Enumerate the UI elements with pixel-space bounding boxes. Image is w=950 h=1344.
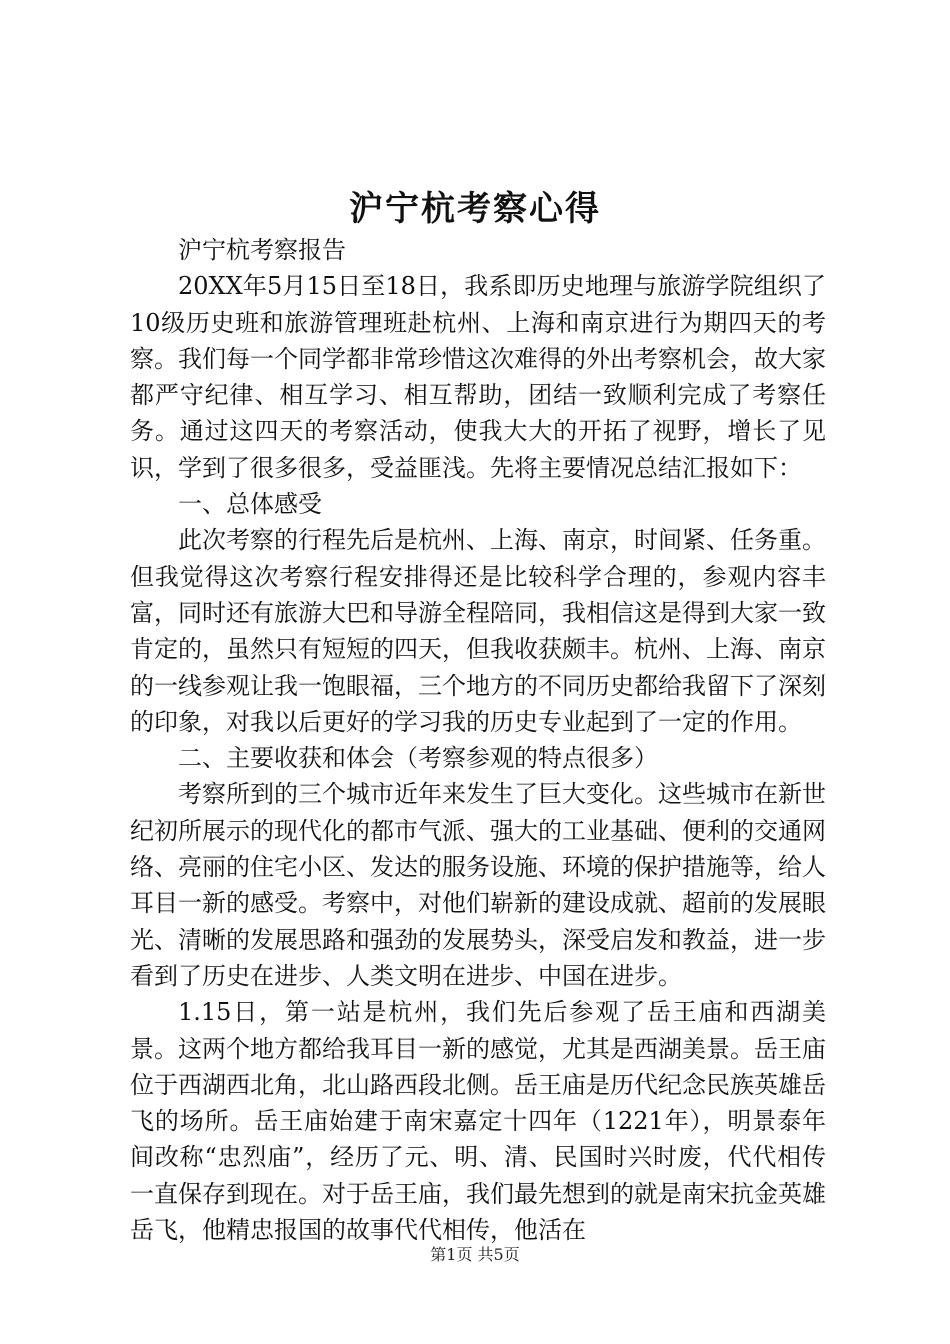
paragraph-intro: 20XX年5月15日至18日，我系即历史地理与旅游学院组织了10级历史班和旅游管理班赴杭州、上海和南京进行为期四天的考察。我们每一个同学都非常珍惜这次难得的外出考察机会，故大家都严守纪律、相互学习、相互帮助，团结一致顺利完成了考察任务。通过这四天的考察活动，使我大大的开拓了视野，增长了见识，学到了很多很多，受益匪浅。先将主要情况总结汇报如下： — [130, 272, 826, 482]
paragraph-overall: 此次考察的行程先后是杭州、上海、南京，时间紧、任务重。但我觉得这次考察行程安排得还是比较科学合理的，参观内容丰富，同时还有旅游大巴和导游全程陪同，我相信这是得到大家一致肯定的，虽然只有短短的四天，但我收获颇丰。杭州、上海、南京的一线参观让我一饱眼福，三个地方的不同历史都给我留下了深刻的印象，对我以后更好的学习我的历史专业起到了一定的作用。 — [130, 526, 826, 736]
page-number-footer: 第1页 共5页 — [430, 1245, 520, 1264]
paragraph-cities: 考察所到的三个城市近年来发生了巨大变化。这些城市在新世纪初所展示的现代化的都市气派、强大的工业基础、便利的交通网络、亮丽的住宅小区、发达的服务设施、环境的保护措施等，给人耳目一新的感受。考察中，对他们崭新的建设成就、超前的发展眼光、清晰的发展思路和强劲的发展势头，深受启发和教益，进一步看到了历史在进步、人类文明在进步、中国在进步。 — [130, 780, 826, 990]
page-title: 沪宁杭考察心得 — [349, 189, 601, 229]
paragraph-report-heading: 沪宁杭考察报告 — [178, 236, 346, 264]
section-heading-overall: 一、总体感受 — [178, 490, 322, 519]
document-body — [130, 232, 826, 1248]
section-heading-gains: 二、主要收获和体会（考察参观的特点很多） — [178, 744, 658, 773]
paragraph-hangzhou: 1.15日，第一站是杭州，我们先后参观了岳王庙和西湖美景。这两个地方都给我耳目一新的感觉，尤其是西湖美景。岳王庙位于西湖西北角，北山路西段北侧。岳王庙是历代纪念民族英雄岳飞的场所。岳王庙始建于南宋嘉定十四年（1221年），明景泰年间改称“忠烈庙”，经历了元、明、清、民国时兴时废，代代相传一直保存到现在。对于岳王庙，我们最先想到的就是南宋抗金英雄岳飞，他精忠报国的故事代代相传，他活在 — [130, 998, 826, 1245]
